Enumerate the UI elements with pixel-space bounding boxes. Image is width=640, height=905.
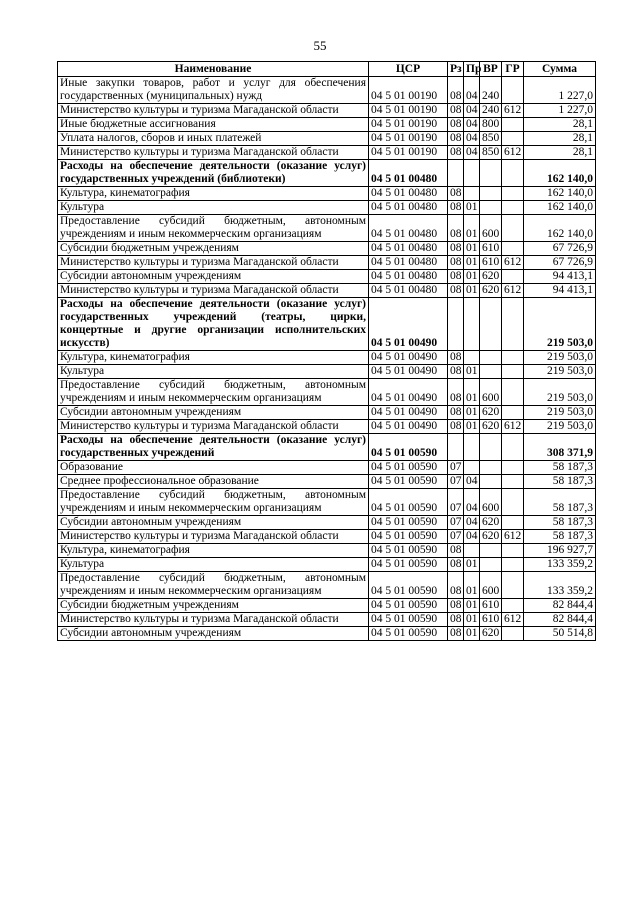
table-row	[58, 599, 596, 613]
cell-rz: 08	[448, 215, 464, 242]
cell-pr: 04	[464, 475, 480, 489]
cell-csr: 04 5 01 00490	[369, 379, 448, 406]
header-name: Наименование	[58, 62, 369, 77]
cell-rz: 07	[448, 530, 464, 544]
cell-pr: 01	[464, 365, 480, 379]
cell-name: Министерство культуры и туризма Магаданской области	[58, 613, 369, 627]
cell-vr	[480, 365, 502, 379]
cell-rz: 08	[448, 599, 464, 613]
cell-csr: 04 5 01 00490	[369, 420, 448, 434]
cell-csr: 04 5 01 00190	[369, 118, 448, 132]
cell-pr: 01	[464, 627, 480, 641]
cell-name: Расходы на обеспечение деятельности (оказание услуг) государственных учреждений (библиотеки)	[58, 160, 369, 187]
table-row	[58, 118, 596, 132]
cell-pr: 01	[464, 420, 480, 434]
cell-gr	[502, 365, 524, 379]
cell-csr: 04 5 01 00490	[369, 406, 448, 420]
cell-pr	[464, 544, 480, 558]
header-sum: Сумма	[524, 62, 596, 77]
cell-name: Культура	[58, 365, 369, 379]
cell-csr: 04 5 01 00590	[369, 572, 448, 599]
cell-sum: 1 227,0	[524, 77, 596, 104]
cell-rz	[448, 160, 464, 187]
cell-rz: 08	[448, 187, 464, 201]
table-row	[58, 434, 596, 461]
table-row	[58, 516, 596, 530]
cell-vr	[480, 434, 502, 461]
table-row	[58, 572, 596, 599]
cell-name: Культура	[58, 201, 369, 215]
cell-sum: 94 413,1	[524, 284, 596, 298]
cell-gr: 612	[502, 146, 524, 160]
cell-csr: 04 5 01 00490	[369, 365, 448, 379]
cell-gr	[502, 270, 524, 284]
cell-csr: 04 5 01 00480	[369, 187, 448, 201]
cell-gr	[502, 544, 524, 558]
cell-gr: 612	[502, 284, 524, 298]
cell-vr: 850	[480, 146, 502, 160]
cell-rz: 08	[448, 544, 464, 558]
cell-csr: 04 5 01 00480	[369, 256, 448, 270]
cell-name: Расходы на обеспечение деятельности (оказание услуг) государственных учреждений (театры, цирки, концертные и другие организации исполнительских искусств)	[58, 298, 369, 351]
cell-pr: 01	[464, 406, 480, 420]
cell-vr: 620	[480, 420, 502, 434]
cell-gr	[502, 475, 524, 489]
table-row	[58, 256, 596, 270]
cell-sum: 58 187,3	[524, 530, 596, 544]
cell-pr: 04	[464, 77, 480, 104]
cell-name: Предоставление субсидий бюджетным, автономным учреждениям и иным некоммерческим организациям	[58, 379, 369, 406]
cell-gr	[502, 461, 524, 475]
table-row	[58, 298, 596, 351]
cell-pr: 01	[464, 215, 480, 242]
cell-name: Культура, кинематография	[58, 544, 369, 558]
cell-sum: 219 503,0	[524, 420, 596, 434]
cell-pr: 04	[464, 516, 480, 530]
cell-sum: 28,1	[524, 132, 596, 146]
cell-gr	[502, 298, 524, 351]
cell-pr: 01	[464, 256, 480, 270]
cell-name: Предоставление субсидий бюджетным, автономным учреждениям и иным некоммерческим организациям	[58, 215, 369, 242]
cell-sum: 162 140,0	[524, 215, 596, 242]
cell-gr: 612	[502, 256, 524, 270]
cell-pr: 04	[464, 104, 480, 118]
table-row	[58, 530, 596, 544]
cell-gr: 612	[502, 104, 524, 118]
cell-name: Министерство культуры и туризма Магаданской области	[58, 104, 369, 118]
table-row	[58, 406, 596, 420]
table-row	[58, 544, 596, 558]
cell-pr	[464, 187, 480, 201]
cell-sum: 219 503,0	[524, 365, 596, 379]
cell-sum: 162 140,0	[524, 201, 596, 215]
cell-name: Среднее профессиональное образование	[58, 475, 369, 489]
table-row	[58, 613, 596, 627]
cell-rz: 07	[448, 475, 464, 489]
cell-gr	[502, 160, 524, 187]
cell-sum: 82 844,4	[524, 613, 596, 627]
cell-csr: 04 5 01 00480	[369, 215, 448, 242]
cell-vr: 620	[480, 627, 502, 641]
cell-vr: 620	[480, 284, 502, 298]
cell-csr: 04 5 01 00190	[369, 77, 448, 104]
cell-pr: 04	[464, 118, 480, 132]
cell-gr	[502, 242, 524, 256]
cell-name: Культура, кинематография	[58, 351, 369, 365]
cell-rz	[448, 434, 464, 461]
table-row	[58, 270, 596, 284]
cell-gr	[502, 599, 524, 613]
header-rz: Рз	[448, 62, 464, 77]
cell-sum: 82 844,4	[524, 599, 596, 613]
cell-csr: 04 5 01 00490	[369, 351, 448, 365]
cell-rz	[448, 298, 464, 351]
header-csr: ЦСР	[369, 62, 448, 77]
cell-rz: 08	[448, 627, 464, 641]
cell-gr	[502, 489, 524, 516]
header-gr: ГР	[502, 62, 524, 77]
cell-sum: 50 514,8	[524, 627, 596, 641]
table-row	[58, 215, 596, 242]
cell-pr	[464, 160, 480, 187]
cell-rz: 08	[448, 118, 464, 132]
cell-name: Культура, кинематография	[58, 187, 369, 201]
table-row	[58, 365, 596, 379]
cell-name: Субсидии автономным учреждениям	[58, 406, 369, 420]
cell-pr: 01	[464, 613, 480, 627]
cell-sum: 219 503,0	[524, 298, 596, 351]
cell-gr	[502, 627, 524, 641]
cell-gr	[502, 118, 524, 132]
cell-pr: 01	[464, 572, 480, 599]
cell-csr: 04 5 01 00590	[369, 516, 448, 530]
cell-csr: 04 5 01 00590	[369, 489, 448, 516]
cell-rz: 07	[448, 461, 464, 475]
cell-sum: 28,1	[524, 146, 596, 160]
table-row	[58, 379, 596, 406]
cell-sum: 219 503,0	[524, 406, 596, 420]
cell-csr: 04 5 01 00590	[369, 613, 448, 627]
cell-name: Субсидии автономным учреждениям	[58, 516, 369, 530]
cell-sum: 67 726,9	[524, 256, 596, 270]
header-pr: Пр	[464, 62, 480, 77]
cell-pr	[464, 434, 480, 461]
table-row	[58, 160, 596, 187]
cell-name: Расходы на обеспечение деятельности (оказание услуг) государственных учреждений	[58, 434, 369, 461]
table-row	[58, 284, 596, 298]
cell-pr: 04	[464, 146, 480, 160]
cell-vr: 600	[480, 572, 502, 599]
cell-rz: 08	[448, 242, 464, 256]
cell-rz: 08	[448, 379, 464, 406]
cell-rz: 08	[448, 201, 464, 215]
cell-name: Субсидии автономным учреждениям	[58, 270, 369, 284]
table-row	[58, 475, 596, 489]
cell-name: Министерство культуры и туризма Магаданской области	[58, 146, 369, 160]
cell-pr	[464, 351, 480, 365]
cell-vr: 620	[480, 530, 502, 544]
table-row	[58, 627, 596, 641]
cell-vr: 240	[480, 104, 502, 118]
cell-csr: 04 5 01 00190	[369, 104, 448, 118]
cell-csr: 04 5 01 00490	[369, 298, 448, 351]
cell-vr	[480, 160, 502, 187]
cell-pr: 04	[464, 530, 480, 544]
cell-name: Образование	[58, 461, 369, 475]
cell-name: Министерство культуры и туризма Магаданской области	[58, 530, 369, 544]
cell-vr: 620	[480, 270, 502, 284]
cell-pr: 04	[464, 132, 480, 146]
cell-csr: 04 5 01 00590	[369, 475, 448, 489]
table-row	[58, 489, 596, 516]
table-body	[58, 77, 596, 641]
cell-vr: 600	[480, 489, 502, 516]
table-row	[58, 104, 596, 118]
cell-csr: 04 5 01 00480	[369, 201, 448, 215]
cell-name: Субсидии автономным учреждениям	[58, 627, 369, 641]
cell-rz: 08	[448, 132, 464, 146]
cell-vr: 620	[480, 516, 502, 530]
table-row	[58, 558, 596, 572]
cell-rz: 08	[448, 572, 464, 599]
cell-sum: 219 503,0	[524, 379, 596, 406]
cell-vr: 600	[480, 215, 502, 242]
cell-vr	[480, 298, 502, 351]
cell-gr	[502, 132, 524, 146]
cell-vr	[480, 201, 502, 215]
cell-name: Культура	[58, 558, 369, 572]
cell-name: Министерство культуры и туризма Магаданской области	[58, 256, 369, 270]
cell-vr	[480, 558, 502, 572]
cell-csr: 04 5 01 00480	[369, 160, 448, 187]
cell-gr	[502, 558, 524, 572]
table-header-row	[58, 62, 596, 77]
cell-rz: 08	[448, 284, 464, 298]
cell-gr	[502, 77, 524, 104]
table-row	[58, 461, 596, 475]
cell-name: Субсидии бюджетным учреждениям	[58, 242, 369, 256]
cell-gr	[502, 406, 524, 420]
cell-gr: 612	[502, 420, 524, 434]
cell-name: Субсидии бюджетным учреждениям	[58, 599, 369, 613]
header-vr: ВР	[480, 62, 502, 77]
cell-csr: 04 5 01 00480	[369, 270, 448, 284]
cell-csr: 04 5 01 00590	[369, 599, 448, 613]
cell-pr: 01	[464, 558, 480, 572]
cell-csr: 04 5 01 00590	[369, 627, 448, 641]
cell-gr: 612	[502, 613, 524, 627]
cell-rz: 08	[448, 77, 464, 104]
cell-csr: 04 5 01 00590	[369, 558, 448, 572]
cell-sum: 133 359,2	[524, 572, 596, 599]
cell-gr	[502, 351, 524, 365]
cell-gr	[502, 572, 524, 599]
cell-rz: 07	[448, 516, 464, 530]
cell-rz: 08	[448, 256, 464, 270]
cell-rz: 08	[448, 365, 464, 379]
page-number: 55	[313, 38, 327, 53]
cell-name: Предоставление субсидий бюджетным, автономным учреждениям и иным некоммерческим организациям	[58, 572, 369, 599]
cell-sum: 58 187,3	[524, 516, 596, 530]
cell-sum: 219 503,0	[524, 351, 596, 365]
cell-rz: 07	[448, 489, 464, 516]
cell-sum: 58 187,3	[524, 475, 596, 489]
cell-sum: 196 927,7	[524, 544, 596, 558]
cell-vr	[480, 187, 502, 201]
cell-sum: 133 359,2	[524, 558, 596, 572]
cell-pr	[464, 298, 480, 351]
table-row	[58, 201, 596, 215]
table-row	[58, 146, 596, 160]
cell-vr: 610	[480, 242, 502, 256]
cell-name: Уплата налогов, сборов и иных платежей	[58, 132, 369, 146]
cell-vr	[480, 475, 502, 489]
cell-vr	[480, 461, 502, 475]
cell-gr	[502, 379, 524, 406]
cell-csr: 04 5 01 00590	[369, 544, 448, 558]
cell-csr: 04 5 01 00190	[369, 132, 448, 146]
cell-rz: 08	[448, 351, 464, 365]
cell-vr: 240	[480, 77, 502, 104]
cell-csr: 04 5 01 00480	[369, 284, 448, 298]
cell-rz: 08	[448, 613, 464, 627]
cell-gr	[502, 215, 524, 242]
cell-vr: 610	[480, 256, 502, 270]
cell-gr	[502, 434, 524, 461]
table-row	[58, 242, 596, 256]
cell-pr: 01	[464, 284, 480, 298]
cell-pr: 01	[464, 270, 480, 284]
table-row	[58, 132, 596, 146]
cell-vr	[480, 351, 502, 365]
budget-table	[57, 61, 596, 641]
cell-vr: 800	[480, 118, 502, 132]
cell-rz: 08	[448, 406, 464, 420]
cell-csr: 04 5 01 00190	[369, 146, 448, 160]
cell-vr: 600	[480, 379, 502, 406]
cell-sum: 67 726,9	[524, 242, 596, 256]
cell-vr: 850	[480, 132, 502, 146]
cell-gr	[502, 516, 524, 530]
cell-gr	[502, 201, 524, 215]
cell-csr: 04 5 01 00590	[369, 530, 448, 544]
table-row	[58, 420, 596, 434]
table-row	[58, 77, 596, 104]
cell-pr: 01	[464, 201, 480, 215]
table-row	[58, 351, 596, 365]
cell-sum: 308 371,9	[524, 434, 596, 461]
cell-pr: 01	[464, 242, 480, 256]
cell-name: Иные закупки товаров, работ и услуг для обеспечения государственных (муниципальных) нужд	[58, 77, 369, 104]
cell-name: Иные бюджетные ассигнования	[58, 118, 369, 132]
cell-sum: 162 140,0	[524, 187, 596, 201]
cell-pr	[464, 461, 480, 475]
cell-sum: 58 187,3	[524, 489, 596, 516]
cell-csr: 04 5 01 00480	[369, 242, 448, 256]
cell-gr	[502, 187, 524, 201]
cell-vr	[480, 544, 502, 558]
cell-rz: 08	[448, 558, 464, 572]
cell-rz: 08	[448, 104, 464, 118]
cell-rz: 08	[448, 270, 464, 284]
cell-gr: 612	[502, 530, 524, 544]
cell-sum: 1 227,0	[524, 104, 596, 118]
cell-vr: 610	[480, 599, 502, 613]
cell-name: Министерство культуры и туризма Магаданской области	[58, 420, 369, 434]
cell-name: Министерство культуры и туризма Магаданской области	[58, 284, 369, 298]
cell-vr: 620	[480, 406, 502, 420]
cell-csr: 04 5 01 00590	[369, 434, 448, 461]
cell-sum: 58 187,3	[524, 461, 596, 475]
cell-rz: 08	[448, 146, 464, 160]
cell-csr: 04 5 01 00590	[369, 461, 448, 475]
table-row	[58, 187, 596, 201]
cell-sum: 94 413,1	[524, 270, 596, 284]
cell-rz: 08	[448, 420, 464, 434]
cell-pr: 01	[464, 379, 480, 406]
cell-sum: 162 140,0	[524, 160, 596, 187]
cell-vr: 610	[480, 613, 502, 627]
cell-name: Предоставление субсидий бюджетным, автономным учреждениям и иным некоммерческим организациям	[58, 489, 369, 516]
cell-sum: 28,1	[524, 118, 596, 132]
cell-pr: 04	[464, 489, 480, 516]
cell-pr: 01	[464, 599, 480, 613]
